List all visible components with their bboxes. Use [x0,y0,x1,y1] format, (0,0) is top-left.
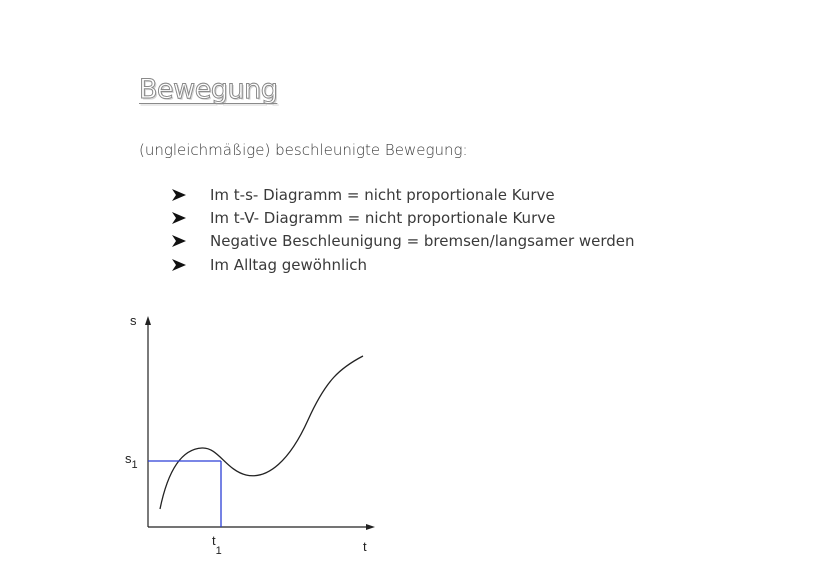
s1-label-main: s [125,451,132,466]
x-axis-arrowhead-icon [366,524,375,530]
bullet-text: Im t-V- Diagramm = nicht proportionale Kurve [210,208,556,227]
s1-label [125,451,138,471]
bullet-text: Im Alltag gewöhnlich [210,255,368,274]
t1-label-sub: 1 [215,545,222,557]
section-subtitle: (ungleichmäßige) beschleunigte Bewegung: [139,141,468,159]
t1-label-main: t [212,533,216,548]
s1-label-sub: 1 [131,459,138,471]
bullet-text: Im t-s- Diagramm = nicht proportionale Kurve [210,185,555,204]
y-axis-label: s [130,313,137,328]
t1-label [212,533,222,557]
x-axis-label: t [363,539,367,554]
y-axis-arrowhead-icon [145,316,151,325]
page-title: Bewegung [139,74,278,105]
bullet-text: Negative Beschleunigung = bremsen/langsamer werden [210,232,635,251]
motion-curve [160,356,363,509]
